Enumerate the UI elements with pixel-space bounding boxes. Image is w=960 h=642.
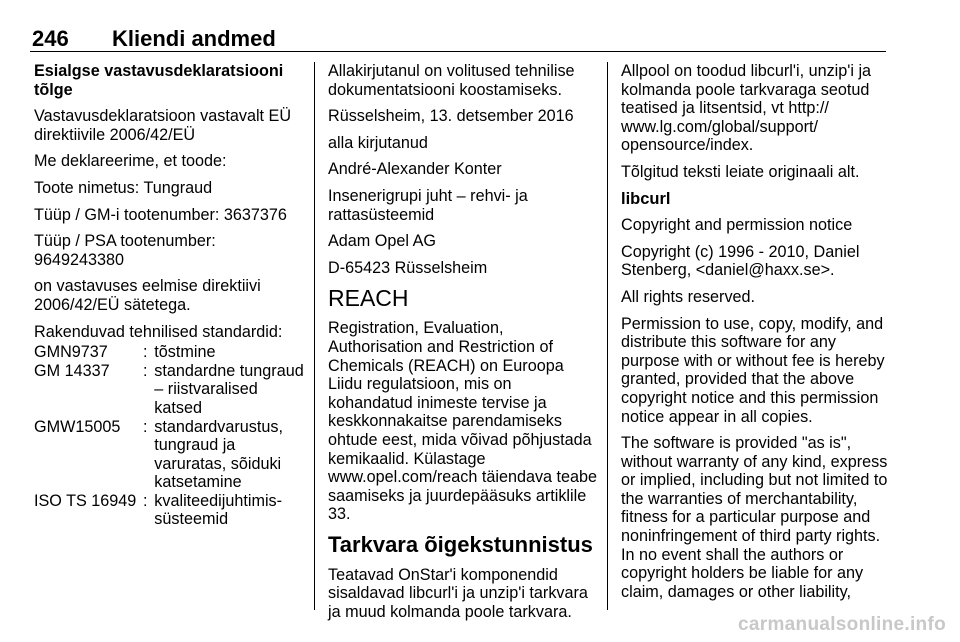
reach-text: Registration, Evaluation, Authorisation and Restriction of Chemicals (REACH) on Euroopa Liidu regulatsioon, mis on kohandatud inimeste tervise ja keskkonnakaitse parendamiseks ohtude eest, mida võivad põhjustada kemikaalid. Külastage www.opel.com/reach täiendava teabe saamiseks ja juurdepääsuks artiklile 33.: [328, 319, 598, 524]
standard-desc: standardvarustus, tungraud ja varuratas, sõiduki katsetamine: [154, 417, 283, 492]
column-2: [328, 62, 598, 630]
paragraph: Adam Opel AG: [328, 232, 436, 251]
standards-table: [34, 343, 304, 529]
standard-desc: kvaliteedijuhtimissüsteemid: [154, 491, 283, 529]
standard-desc: tõstmine: [154, 343, 216, 362]
standard-code: GMW15005: [34, 417, 121, 436]
page-number: 246: [32, 26, 69, 51]
table-row: [34, 362, 304, 418]
paragraph: D-65423 Rüsselsheim: [328, 258, 488, 277]
column-divider-1: [314, 62, 315, 610]
paragraph: Tüüp / GM-i tootenumber: 3637376: [34, 205, 287, 224]
copyright-text: Teatavad OnStar'i komponendid sisaldavad libcurl'i ja unzip'i tarkvara ja muud kolmanda poole tarkvara.: [328, 565, 588, 622]
paragraph: Vastavusdeklaratsioon vastavalt EÜ direktiivile 2006/42/EÜ: [34, 107, 292, 144]
column-3: [621, 62, 893, 609]
chapter-title: Kliendi andmed: [112, 26, 276, 51]
paragraph: All rights reserved.: [621, 287, 756, 306]
column-1: [34, 62, 304, 529]
table-row: [34, 418, 304, 492]
paragraph: Allakirjutanul on volitused tehnilise dokumentatsiooni koostamiseks.: [328, 62, 575, 99]
column-divider-2: [607, 62, 608, 610]
paragraph: André-Alexander Konter: [328, 160, 502, 179]
separator: :: [143, 491, 148, 510]
paragraph: Permission to use, copy, modify, and distribute this software for any purpose with or without fee is hereby granted, provided that the above copyright notice and this permission notice appear in all copies.: [621, 314, 885, 426]
table-row: [34, 343, 304, 362]
paragraph: Toote nimetus: Tungraud: [34, 178, 213, 197]
paragraph: Allpool on toodud libcurl'i, unzip'i ja kolmanda poole tarkvaraga seotud teatised ja litsentsid, vt http:// www.lg.com/global/support/ opensource/index.: [621, 62, 872, 155]
standard-code: GM 14337: [34, 361, 110, 380]
paragraph: Tõlgitud teksti leiate originaali alt.: [621, 162, 860, 181]
paragraph: on vastavuses eelmise direktiivi 2006/42/EÜ sätetega.: [34, 277, 261, 314]
copyright-heading: Tarkvara õigekstunnistus: [328, 531, 593, 557]
standard-code: ISO TS 16949: [34, 491, 137, 510]
paragraph: Copyright (c) 1996 - 2010, Daniel Stenberg, <daniel@haxx.se>.: [621, 242, 860, 280]
paragraph: Insenerigrupi juht – rehvi- ja rattasüsteemid: [328, 186, 528, 224]
separator: :: [143, 417, 148, 436]
paragraph: Me deklareerime, et toode:: [34, 152, 227, 171]
page-header: [30, 22, 886, 52]
separator: :: [143, 361, 148, 380]
paragraph: The software is provided "as is", without warranty of any kind, express or implied, including but not limited to the warranties of merchantability, fitness for a particular purpose and noninfringement of third party rights. In no event shall the authors or copyright holders be liable for any claim, damages or other liability,: [621, 434, 888, 601]
table-row: [34, 492, 304, 529]
paragraph: Rakenduvad tehnilised standardid:: [34, 322, 283, 341]
libcurl-heading: libcurl: [621, 189, 671, 208]
watermark: carmanualsonline.info: [738, 614, 946, 635]
paragraph: Copyright and permission notice: [621, 216, 853, 235]
paragraph: Rüsselsheim, 13. detsember 2016: [328, 107, 574, 126]
standard-code: GMN9737: [34, 343, 108, 362]
reach-heading: REACH: [328, 285, 409, 312]
separator: :: [143, 343, 148, 362]
paragraph: alla kirjutanud: [328, 133, 428, 152]
standard-desc: standardne tungraud – riistvaralised katsed: [154, 361, 304, 417]
paragraph: Tüüp / PSA tootenumber: 9649243380: [34, 232, 216, 269]
declaration-subheading: Esialgse vastavusdeklaratsiooni tõlge: [34, 62, 284, 99]
